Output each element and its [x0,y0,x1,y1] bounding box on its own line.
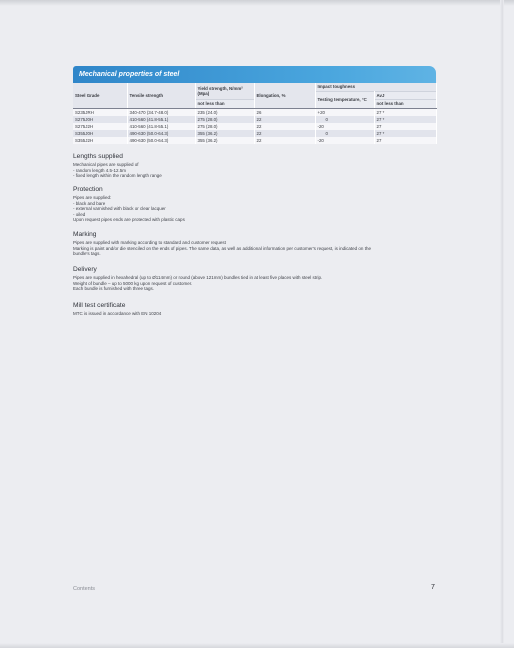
cell-tensile: 410-560 (41.8-55.1) [127,123,195,130]
marking-text [73,240,436,257]
delivery-text [73,275,436,292]
table-row [73,108,436,116]
table-row [73,116,436,123]
mill-certificate-text [73,311,436,317]
cell-temperature: -20 [315,123,374,130]
header-impact-toughness: Impact toughness [315,83,436,91]
text-line: - external varnished with black or clear lacquer [73,206,166,212]
text-line: - fixed length within the random length range [73,173,162,179]
text-line: Mechanical pipes are supplied of [73,162,139,167]
cell-grade: S275J2H [73,123,127,130]
header-tensile-strength: Tensile strength [127,83,195,108]
header-yield-strength: Yield strength, N/mm² (Mpa) [195,83,254,100]
cell-tensile: 410-560 (41.8-55.1) [127,116,195,123]
cell-grade: S235JRH [73,108,127,116]
cell-temperature: 0 [315,116,374,123]
cell-grade: S355J2H [73,137,127,144]
cell-yield: 355 (36.2) [195,130,254,137]
scan-edge-bottom [0,643,514,648]
cell-tensile: 490-630 (50.0-64.3) [127,137,195,144]
text-line: - oiled [73,211,86,217]
text-line: Pipes are supplied in hexahedral (up to Ø114mm) or round (above 121mm) bundles tied in at least five places with steel strip. [73,275,323,280]
cell-avj: 27 * [374,130,436,137]
table-title: Mechanical properties of steel [73,66,436,83]
protection-heading: Protection [73,186,103,193]
text-line: bundle's tags. [73,251,101,257]
document-page [73,66,436,316]
text-line: Weight of bundle – up to 5000 kg upon request of customer. [73,280,193,286]
protection-text [73,195,436,223]
scan-edge-right [500,0,504,648]
cell-yield: 235 (24.0) [195,108,254,116]
table-row [73,123,436,130]
text-line: Marking is paint and/or die stenciled on the ends of pipes. The same data, as well as additional information per customer's request, is indicated on the [73,245,371,251]
cell-elongation: 22 [254,123,315,130]
cell-avj: 27 [374,137,436,144]
cell-temperature: +20 [315,108,374,116]
cell-avj: 27 * [374,116,436,123]
cell-avj: 27 * [374,108,436,116]
cell-yield: 275 (28.0) [195,116,254,123]
delivery-heading: Delivery [73,266,97,273]
scan-edge-top [0,0,514,6]
cell-tensile: 490-630 (50.0-64.3) [127,130,195,137]
cell-temperature: 0 [315,130,374,137]
header-avj: AvJ [374,91,436,100]
cell-yield: 275 (28.0) [195,123,254,130]
text-line: - random length 4.5-12.5m [73,167,127,173]
cell-elongation: 26 [254,108,315,116]
lengths-heading: Lengths supplied [73,153,123,160]
table-row [73,137,436,144]
cell-tensile: 340-470 (34.7-48.0) [127,108,195,116]
cell-avj: 27 [374,123,436,130]
mechanical-properties-table [73,83,437,144]
page-number: 7 [431,584,435,591]
cell-elongation: 22 [254,116,315,123]
marking-heading: Marking [73,231,97,238]
cell-elongation: 22 [254,137,315,144]
lengths-text [73,162,436,179]
header-testing-temperature: Testing temperature, °C [315,91,374,108]
contents-link[interactable]: Contents [73,586,96,592]
cell-grade: S355J0H [73,130,127,137]
cell-grade: S275J0H [73,116,127,123]
header-yield-not-less-than: not less than [195,100,254,109]
mill-certificate-heading: Mill test certificate [73,302,126,309]
text-line: - black and bare [73,200,106,206]
text-line: Pipes are supplied: [73,195,112,200]
text-line: Pipes are supplied with marking according to standard and customer request [73,240,226,245]
text-line: MTC is issued in accordance with EN 10204 [73,311,162,316]
cell-elongation: 22 [254,130,315,137]
text-line: Upon request pipes ends are protected with plastic caps [73,217,185,223]
header-elongation: Elongation, % [254,83,315,108]
header-avj-not-less-than: not less than [374,100,436,109]
header-steel-grade: Steel Grade [73,83,127,108]
table-row [73,130,436,137]
cell-temperature: -20 [315,137,374,144]
text-line: Each bundle is furnished with three tags. [73,286,155,292]
cell-yield: 355 (36.2) [195,137,254,144]
